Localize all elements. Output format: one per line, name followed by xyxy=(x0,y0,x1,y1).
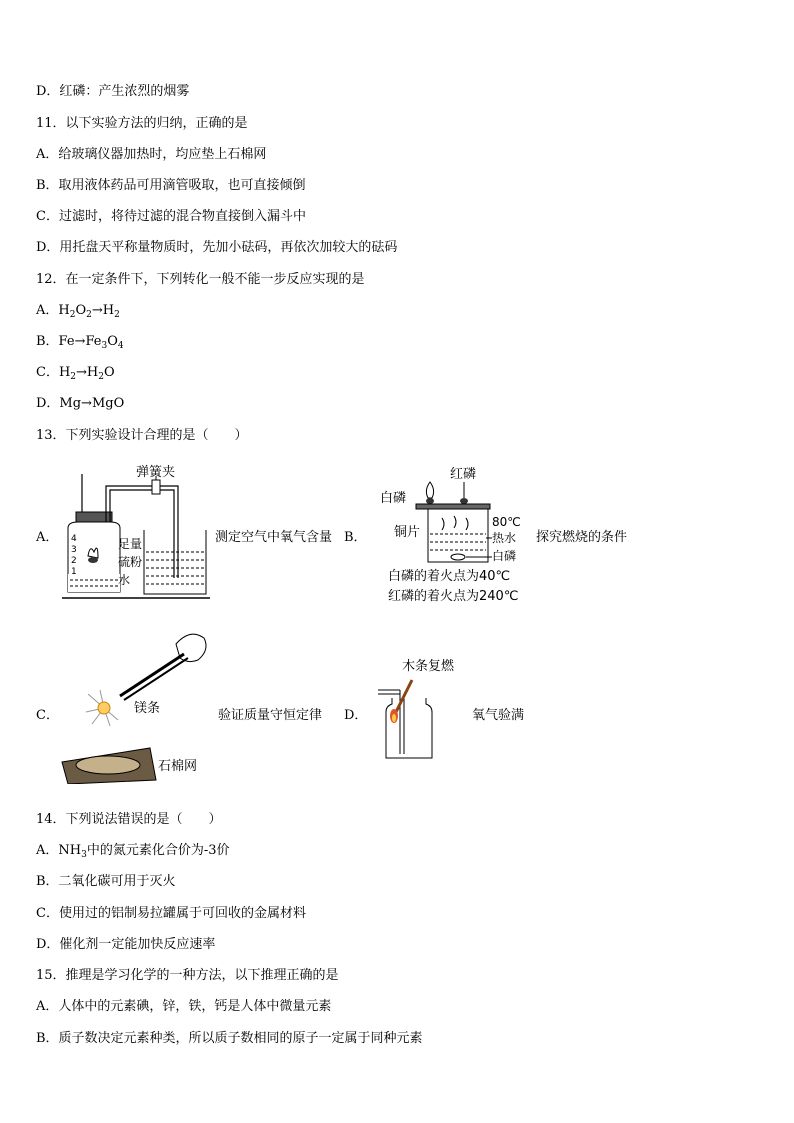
q12-option-d: D．Mg→MgO xyxy=(36,396,125,411)
formula-part: →H xyxy=(91,303,115,318)
q12-option-a xyxy=(36,303,120,319)
fig-b-option: B． xyxy=(344,530,367,545)
tick-2: 2 xyxy=(71,556,77,566)
formula-part: B．Fe→Fe xyxy=(36,334,102,349)
fig-b-caption: 探究燃烧的条件 xyxy=(536,530,628,545)
subscript: 4 xyxy=(117,341,124,351)
q11-option-d: D．用托盘天平称量物质时，先加小砝码，再依次加较大的砝码 xyxy=(36,240,398,255)
q14-stem: 14．下列说法错误的是（ ） xyxy=(36,812,222,827)
q14-option-c: C．使用过的铝制易拉罐属于可回收的金属材料 xyxy=(36,906,306,921)
copper-plate-label: 铜片 xyxy=(394,525,421,540)
fig-c-caption: 验证质量守恒定律 xyxy=(218,708,323,723)
q12-option-c xyxy=(36,365,115,381)
figure-a-oxygen-apparatus xyxy=(60,462,210,602)
water-label: 水 xyxy=(118,573,131,587)
hot-water-label: 热水 xyxy=(492,531,517,545)
figure-d-oxygen-full-test xyxy=(372,654,472,764)
q14-option-b: B．二氧化碳可用于灭火 xyxy=(36,874,176,889)
white-p-ignition-note: 白磷的着火点为40℃ xyxy=(388,569,511,584)
subscript: 3 xyxy=(81,850,87,860)
subscript: 2 xyxy=(98,372,104,382)
q15-option-b: B．质子数决定元素种类，所以质子数相同的原子一定属于同种元素 xyxy=(36,1031,423,1046)
formula-part: A．NH xyxy=(36,843,82,858)
formula-part: O xyxy=(107,334,118,349)
formula-part: O xyxy=(104,365,115,380)
fig-c-option: C． xyxy=(36,708,59,723)
q12-option-b xyxy=(36,334,124,350)
q12-stem: 12．在一定条件下，下列转化一般不能一步反应实现的是 xyxy=(36,272,365,287)
fig-d-caption: 氧气验满 xyxy=(472,708,525,723)
subscript: 2 xyxy=(69,310,76,320)
sulfur-label-2: 硫粉 xyxy=(118,555,143,569)
white-phosphorus-bottom-label: 白磷 xyxy=(492,549,517,563)
asbestos-mesh-label: 石棉网 xyxy=(158,759,198,774)
q14-option-d: D．催化剂一定能加快反应速率 xyxy=(36,937,216,952)
red-phosphorus-label: 红磷 xyxy=(450,467,477,482)
fig-a-option: A． xyxy=(36,530,59,545)
q10-option-d: D．红磷：产生浓烈的烟雾 xyxy=(36,84,190,99)
subscript: 2 xyxy=(114,310,120,320)
sulfur-label-1: 足量 xyxy=(118,537,143,551)
q11-stem: 11．以下实验方法的归纳，正确的是 xyxy=(36,116,248,131)
formula-part: A．H xyxy=(36,303,70,318)
figure-b-combustion-apparatus xyxy=(380,462,530,610)
tick-4: 4 xyxy=(71,534,77,544)
splint-relights-label: 木条复燃 xyxy=(402,659,455,674)
spring-clip-label: 弹簧夹 xyxy=(136,465,176,480)
formula-part: →H xyxy=(76,365,99,380)
white-phosphorus-top-label: 白磷 xyxy=(380,491,407,506)
q11-option-b: B．取用液体药品可用滴管吸取，也可直接倾倒 xyxy=(36,178,306,193)
magnesium-label: 镁条 xyxy=(134,701,161,716)
fig-d-option: D． xyxy=(344,708,368,723)
formula-part: C．H xyxy=(36,365,71,380)
subscript: 2 xyxy=(70,372,77,382)
q14-option-a xyxy=(36,843,230,859)
subscript: 2 xyxy=(86,310,92,320)
tick-1: 1 xyxy=(71,567,77,577)
q11-option-c: C．过滤时，将待过滤的混合物直接倒入漏斗中 xyxy=(36,209,306,224)
q11-option-a: A．给玻璃仪器加热时，均应垫上石棉网 xyxy=(36,147,267,162)
formula-part: O xyxy=(75,303,87,318)
figure-c-magnesium-burning xyxy=(58,624,218,784)
q13-stem: 13．下列实验设计合理的是（ ） xyxy=(36,428,248,443)
formula-part: 中的氮元素化合价为-3价 xyxy=(86,843,230,858)
red-p-ignition-note: 红磷的着火点为240℃ xyxy=(388,589,519,604)
subscript: 3 xyxy=(101,341,108,351)
temperature-label: 80℃ xyxy=(492,515,521,529)
q15-stem: 15．推理是学习化学的一种方法，以下推理正确的是 xyxy=(36,968,339,983)
tick-3: 3 xyxy=(71,545,77,555)
fig-a-caption: 测定空气中氧气含量 xyxy=(215,530,333,545)
q15-option-a: A．人体中的元素碘，锌，铁，钙是人体中微量元素 xyxy=(36,999,332,1014)
